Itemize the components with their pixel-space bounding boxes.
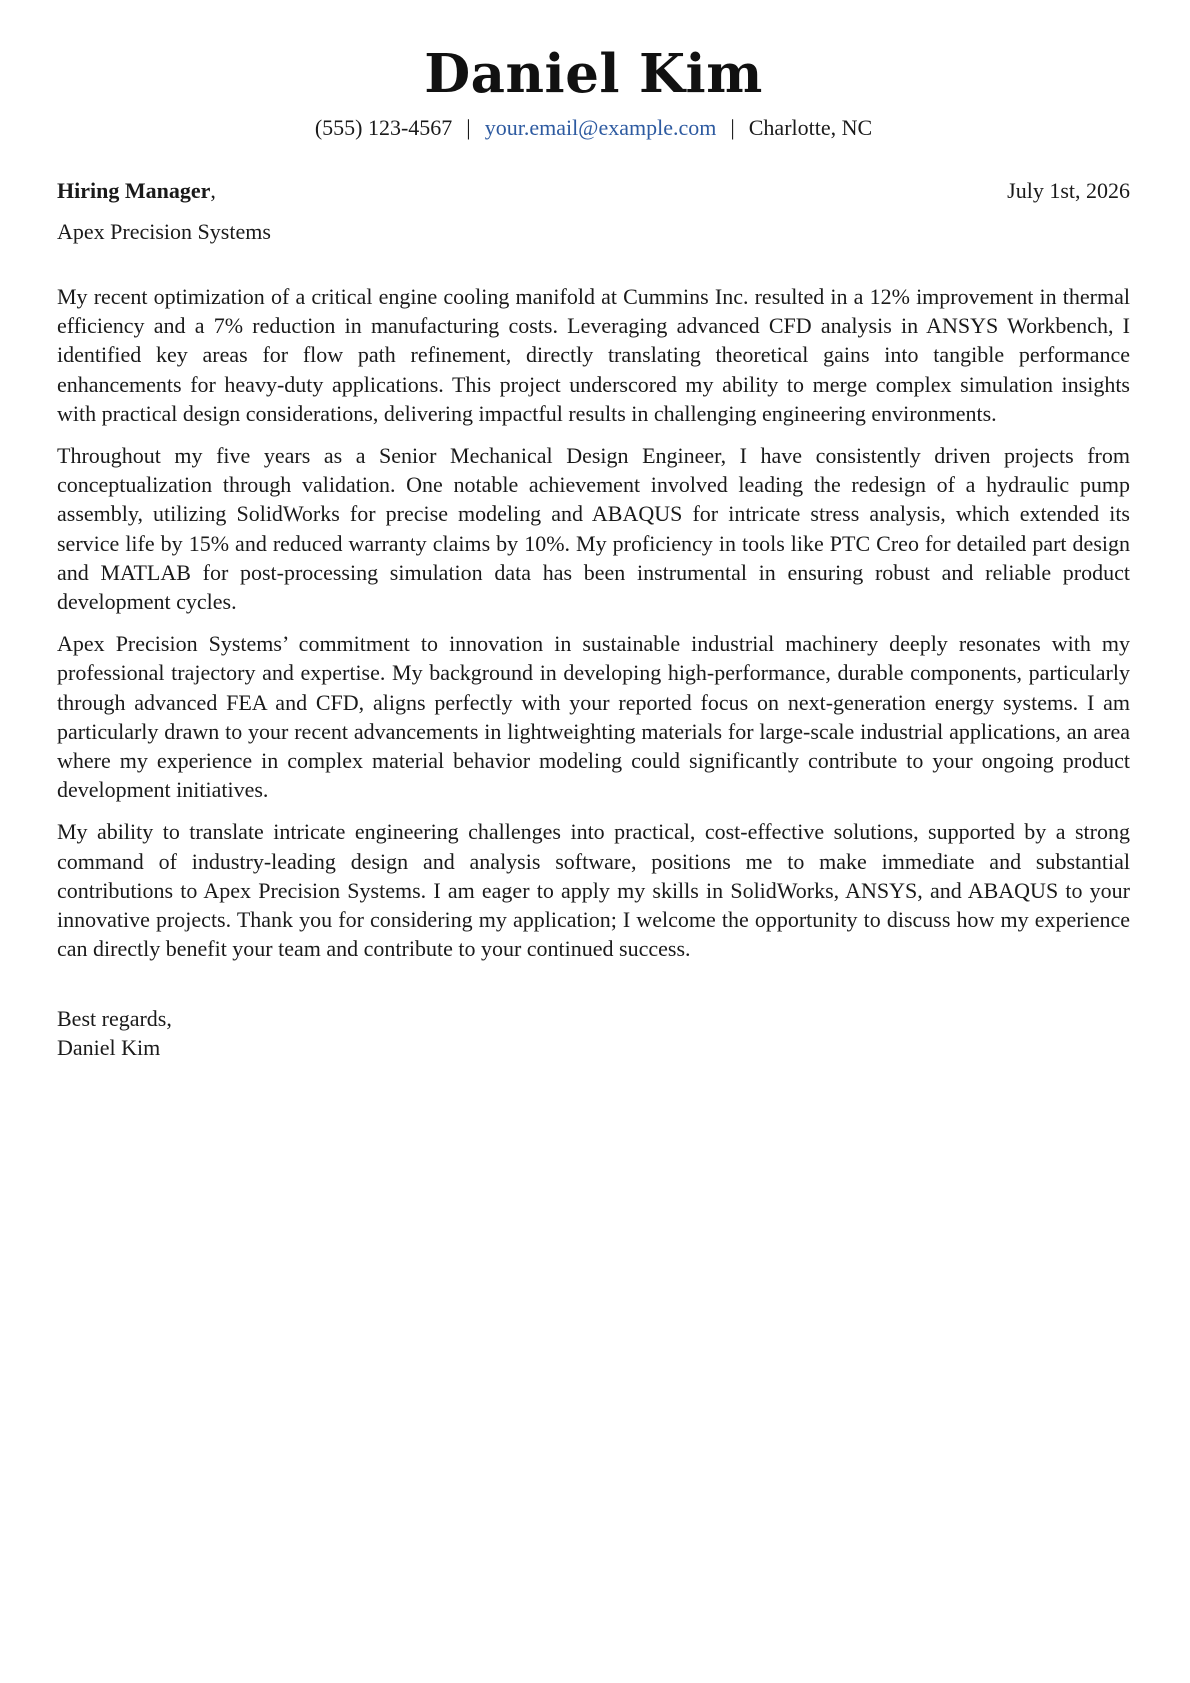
letter-body [57,282,1130,976]
contact-line [57,114,1130,142]
recipient-company: Apex Precision Systems [57,219,271,244]
phone-number: (555) 123-4567 [314,115,453,140]
recipient-title: Hiring Manager [57,178,211,203]
location: Charlotte, NC [748,115,873,140]
letter-closing [57,1004,172,1062]
body-paragraph: Apex Precision Systems’ commitment to innovation in sustainable industrial machinery deeply resonates with my professional trajectory and expertise. My background in developing high-performance, durable components, particularly through advanced FEA and CFD, aligns perfectly with your reported focus on next-generation energy systems. I am particularly drawn to your recent advancements in lightweighting materials for large-scale industrial applications, an area where my experience in complex material behavior modeling could significantly contribute to your ongoing product development initiatives. [57,631,1130,803]
recipient-title-comma: , [210,178,216,203]
body-paragraph: My ability to translate intricate engineering challenges into practical, cost-effective solutions, supported by a strong command of industry-leading design and analysis software, positions me to make immediate and substantial contributions to Apex Precision Systems. I am eager to apply my skills in SolidWorks, ANSYS, and ABAQUS to your innovative projects. Thank you for considering my application; I welcome the opportunity to discuss how my experience can directly benefit your team and contribute to your continued success. [57,819,1130,962]
letter-date: July 1st, 2026 [1007,178,1130,203]
email-link[interactable]: your.email@example.com [484,115,717,140]
contact-separator: | [466,115,471,140]
closing-salutation: Best regards, [57,1006,172,1031]
body-paragraph: My recent optimization of a critical engine cooling manifold at Cummins Inc. resulted in a 12% improvement in thermal efficiency and a 7% reduction in manufacturing costs. Leveraging advanced CFD analysis in ANSYS Workbench, I identified key areas for flow path refinement, directly translating theoretical gains into tangible performance enhancements for heavy-duty applications. This project underscored my ability to merge complex simulation insights with practical design considerations, delivering impactful results in challenging engineering environments. [57,284,1130,426]
recipient-row [57,177,1130,205]
body-paragraph: Throughout my five years as a Senior Mechanical Design Engineer, I have consistently driven projects from conceptualization through validation. One notable achievement involved leading the redesign of a hydraulic pump assembly, utilizing SolidWorks for precise modeling and ABAQUS for intricate stress analysis, which extended its service life by 15% and reduced warranty claims by 10%. My proficiency in tools like PTC Creo for detailed part design and MATLAB for post-processing simulation data has been instrumental in ensuring robust and reliable product development cycles. [57,443,1130,615]
signature-name: Daniel Kim [57,1035,161,1060]
recipient-line [57,177,216,205]
contact-separator: | [730,115,735,140]
applicant-name: Daniel Kim [424,43,763,105]
